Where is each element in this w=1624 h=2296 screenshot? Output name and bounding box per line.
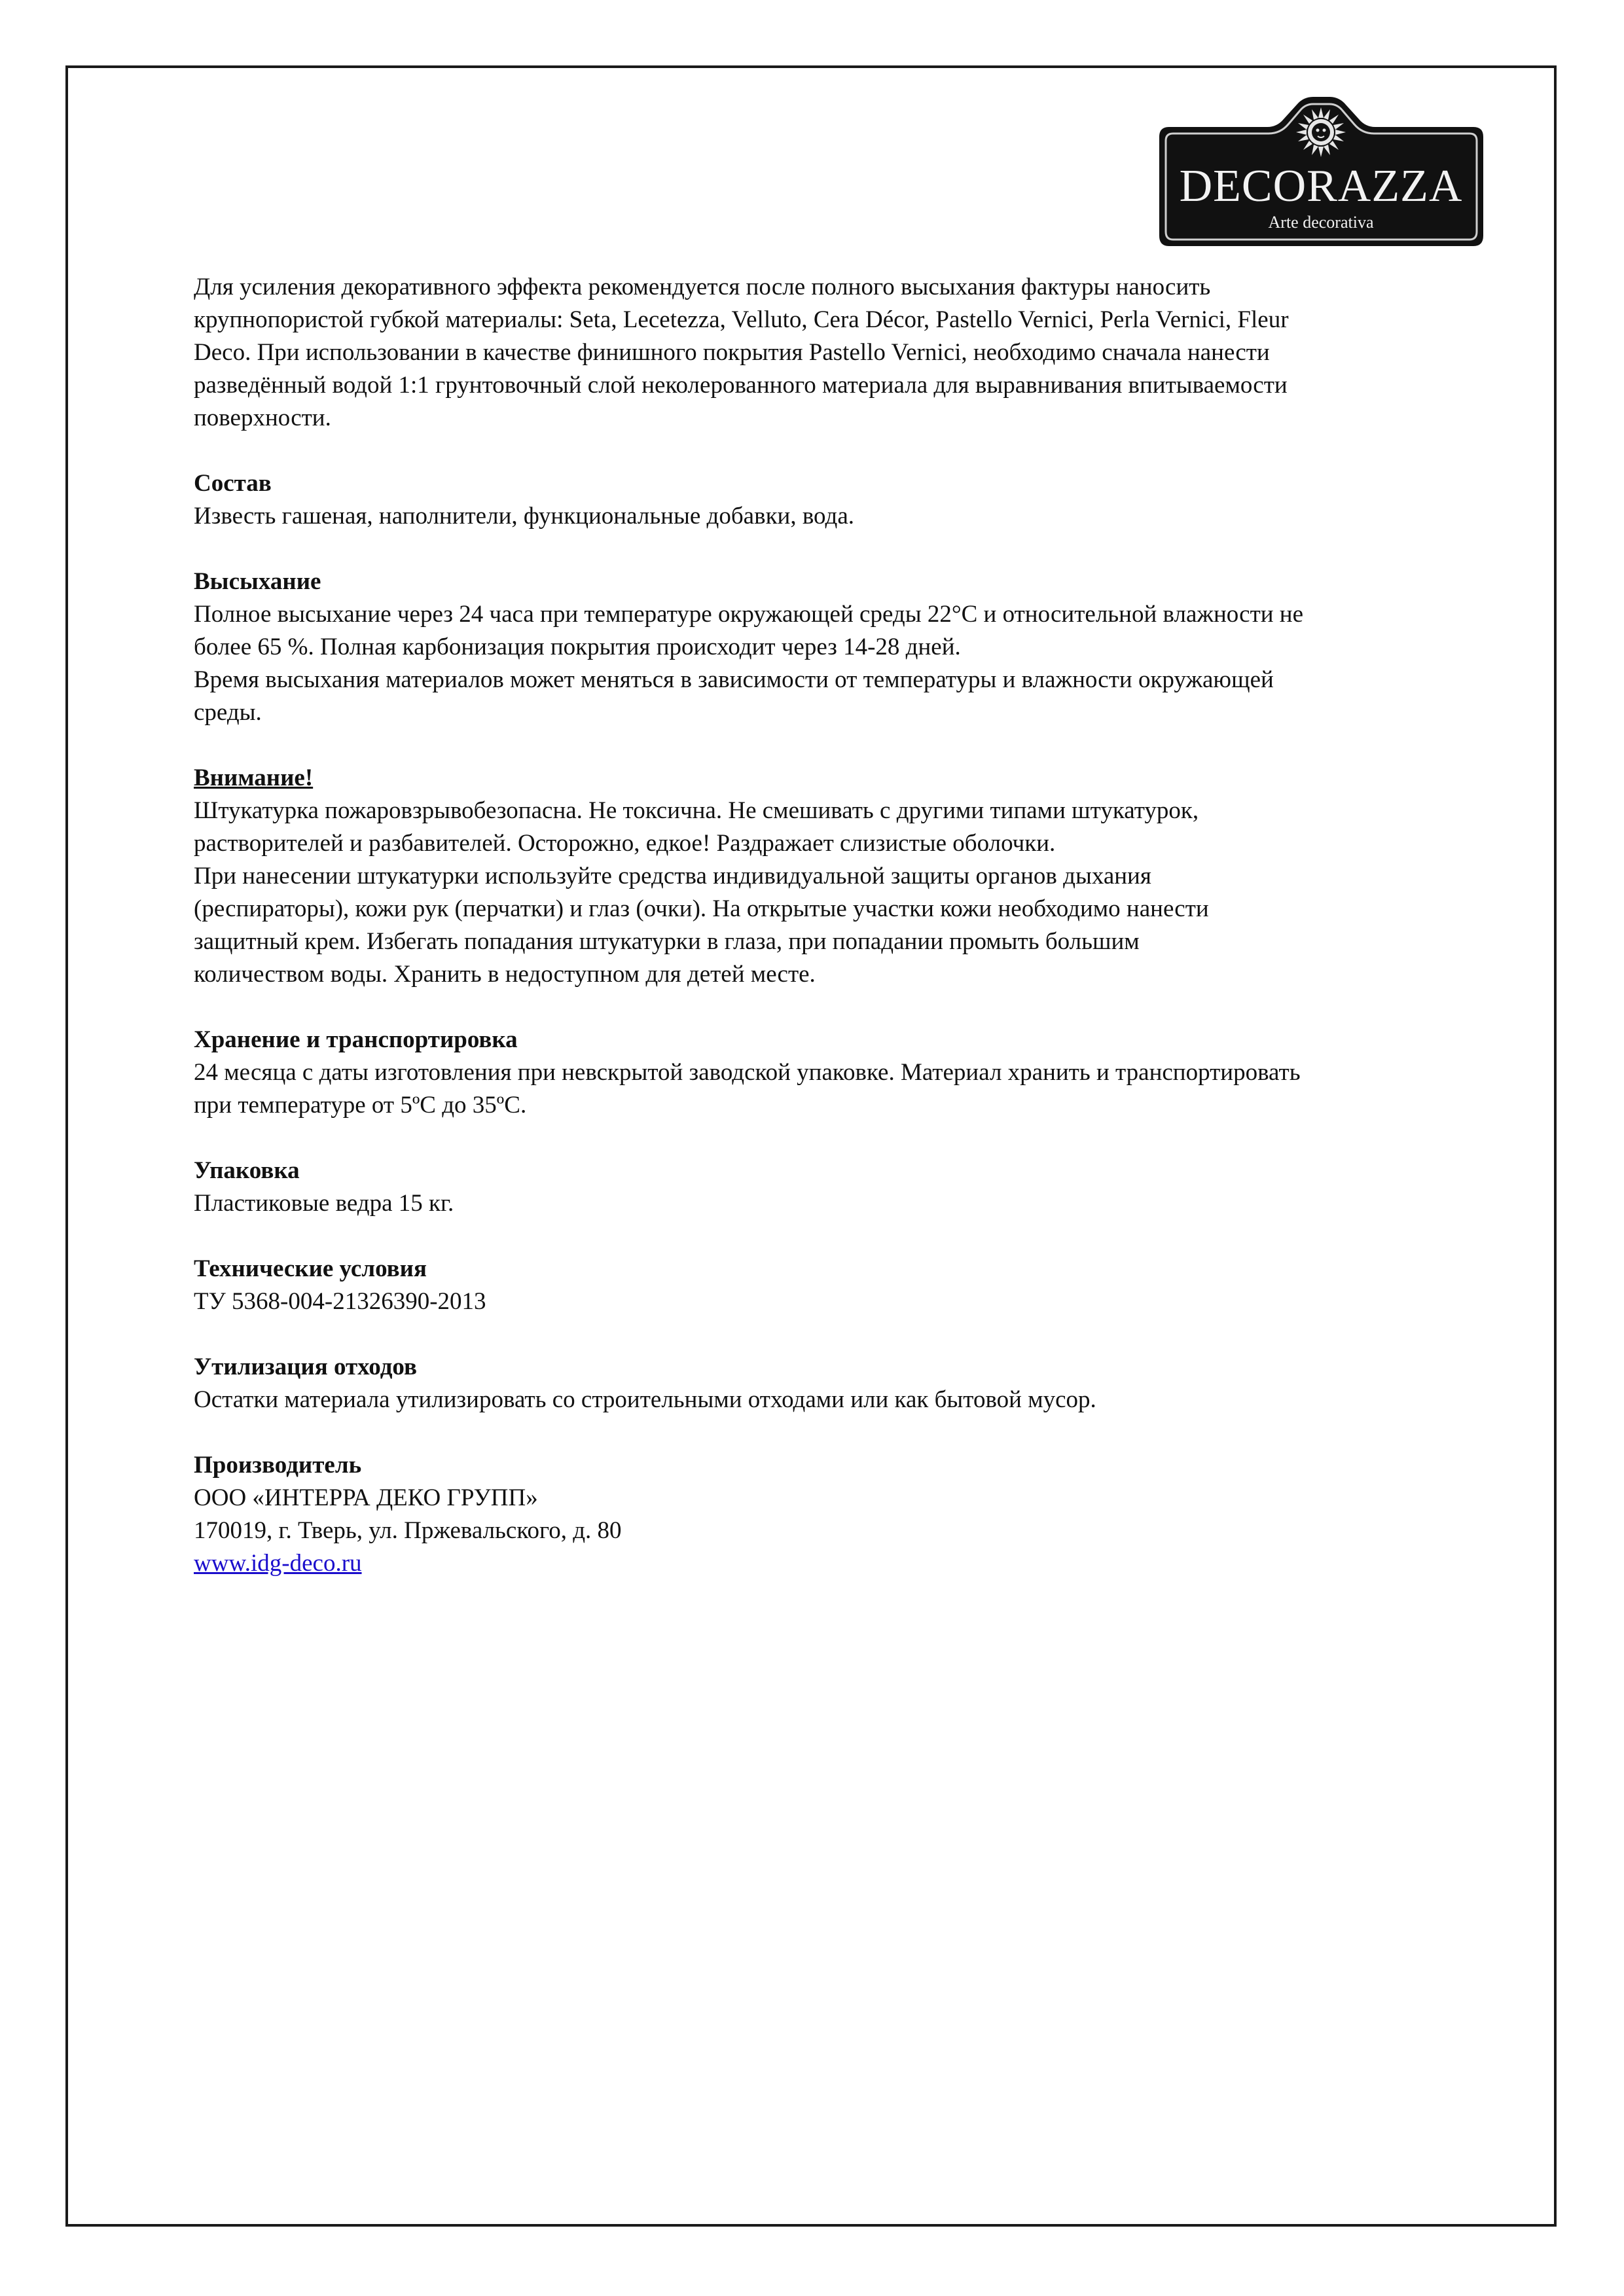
section-composition bbox=[194, 467, 1457, 533]
section-line: защитный крем. Избегать попадания штукатурки в глаза, при попадании промыть большим bbox=[194, 928, 1140, 955]
section-line: Известь гашеная, наполнители, функциональные добавки, вода. bbox=[194, 503, 854, 529]
section-line: (респираторы), кожи рук (перчатки) и глаз (очки). На открытые участки кожи необходимо нанести bbox=[194, 895, 1209, 922]
intro-line: Deco. При использовании в качестве финишного покрытия Pastello Vernici, необходимо сначала нанести bbox=[194, 339, 1270, 366]
manufacturer-name: ООО «ИНТЕРРА ДЕКО ГРУПП» bbox=[194, 1484, 538, 1511]
section-title: Технические условия bbox=[194, 1255, 427, 1282]
section-storage bbox=[194, 1024, 1457, 1122]
section-title: Внимание! bbox=[194, 764, 314, 791]
section-line: среды. bbox=[194, 699, 262, 726]
decorazza-logo bbox=[1156, 93, 1487, 250]
section-title: Состав bbox=[194, 470, 272, 497]
section-title: Упаковка bbox=[194, 1157, 300, 1184]
intro-line: разведённый водой 1:1 грунтовочный слой неколерованного материала для выравнивания впитываемости bbox=[194, 372, 1288, 399]
section-line: Остатки материала утилизировать со строительными отходами или как бытовой мусор. bbox=[194, 1386, 1096, 1413]
section-title: Высыхание bbox=[194, 568, 321, 595]
logo-tagline-text: Arte decorativa bbox=[1268, 213, 1374, 232]
logo-brand-text: DECORAZZA bbox=[1179, 161, 1463, 211]
section-line: растворителей и разбавителей. Осторожно, едкое! Раздражает слизистые оболочки. bbox=[194, 830, 1056, 857]
section-drying bbox=[194, 565, 1457, 729]
website-link[interactable]: www.idg-deco.ru bbox=[194, 1550, 362, 1577]
section-specs bbox=[194, 1253, 1457, 1318]
section-line: Полное высыхание через 24 часа при температуре окружающей среды 22°С и относительной влажности не bbox=[194, 601, 1304, 628]
section-line: Пластиковые ведра 15 кг. bbox=[194, 1190, 454, 1217]
intro-paragraph bbox=[194, 271, 1457, 435]
intro-line: крупнопористой губкой материалы: Seta, Lecetezza, Velluto, Cera Décor, Pastello Vernici, Perla Vernici, Fleur bbox=[194, 306, 1289, 333]
section-warning bbox=[194, 762, 1457, 991]
section-title: Производитель bbox=[194, 1452, 362, 1479]
section-title: Утилизация отходов bbox=[194, 1354, 417, 1380]
section-disposal bbox=[194, 1351, 1457, 1416]
intro-line: Для усиления декоративного эффекта рекомендуется после полного высыхания фактуры наносить bbox=[194, 274, 1211, 300]
section-line: ТУ 5368-004-21326390-2013 bbox=[194, 1288, 486, 1315]
section-line: более 65 %. Полная карбонизация покрытия происходит через 14-28 дней. bbox=[194, 634, 961, 660]
sun-emblem-icon bbox=[1296, 107, 1346, 157]
section-manufacturer bbox=[194, 1449, 1457, 1580]
manufacturer-address: 170019, г. Тверь, ул. Пржевальского, д. 80 bbox=[194, 1517, 622, 1544]
section-line: количеством воды. Хранить в недоступном для детей месте. bbox=[194, 961, 816, 988]
section-title: Хранение и транспортировка bbox=[194, 1026, 518, 1053]
section-line: Время высыхания материалов может меняться в зависимости от температуры и влажности окружающей bbox=[194, 666, 1274, 693]
section-packaging bbox=[194, 1155, 1457, 1220]
section-line: 24 месяца с даты изготовления при невскрытой заводской упаковке. Материал хранить и транспортировать bbox=[194, 1059, 1301, 1086]
document-body bbox=[194, 271, 1457, 1580]
section-line: при температуре от 5ºС до 35ºС. bbox=[194, 1092, 527, 1119]
section-line: Штукатурка пожаровзрывобезопасна. Не токсична. Не смешивать с другими типами штукатурок, bbox=[194, 797, 1199, 824]
intro-line: поверхности. bbox=[194, 404, 331, 431]
section-line: При нанесении штукатурки используйте средства индивидуальной защиты органов дыхания bbox=[194, 863, 1151, 889]
